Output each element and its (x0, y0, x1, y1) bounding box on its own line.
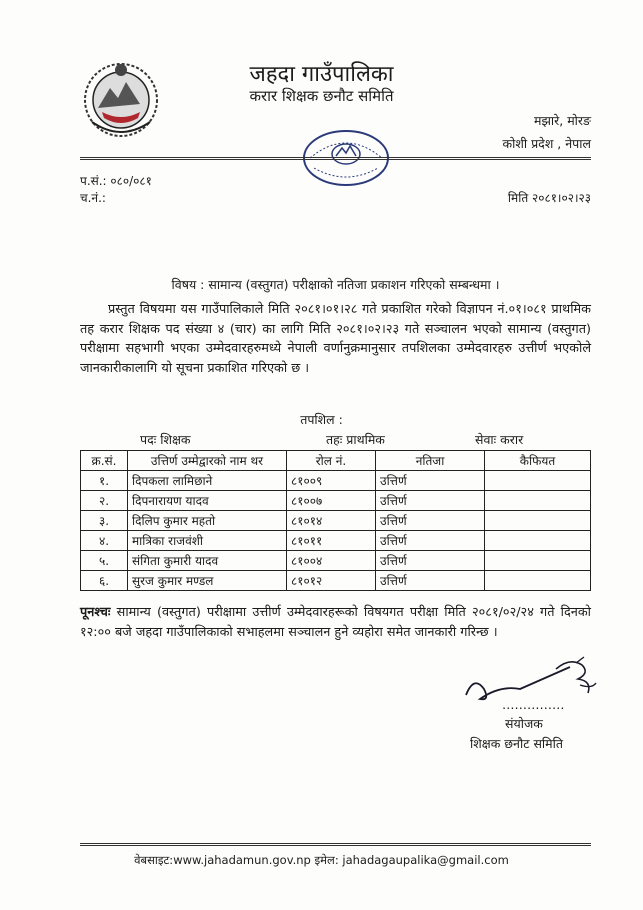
table-row (81, 491, 591, 511)
cell-sn: २. (81, 491, 128, 511)
dispatch-number: च.नं.: (80, 191, 106, 205)
col-header-remarks: कैफियत (485, 451, 591, 471)
committee-name: करार शिक्षक छनौट समिति (249, 87, 394, 105)
col-header-sn: क्र.सं. (81, 451, 128, 471)
cell-sn: ५. (81, 551, 128, 571)
cell-result: उत्तिर्ण (376, 471, 485, 491)
cell-name: दिपकला लामिछाने (128, 471, 287, 491)
cell-remarks (485, 491, 591, 511)
cell-result: उत्तिर्ण (376, 551, 485, 571)
body-paragraph: प्रस्तुत विषयमा यस गाउँपालिकाले मिति २०८१।०१।२८ गते प्रकाशित गरेको विज्ञापन नं.०१।०८१ प्राथमिक तह करार शिक्षक पद संख्या ४ (चार) का लागि मिति २०८१।०२।२३ गते सञ्चालन भएको सामान्य (वस्तुगत) परीक्षामा सहभागी भएका उम्मेदवारहरुमध्ये नेपाली वर्णानुक्रमानुसार तपशिलका उम्मेदवारहरु उत्तीर्ण भएकोले जानकारीकालागि यो सूचना प्रकाशित गरिएको छ । (80, 302, 591, 376)
col-header-result: नतिजा (376, 451, 485, 471)
cell-name: दिलिप कुमार महतो (128, 511, 287, 531)
letter-date: मिति २०८१।०२।२३ (507, 191, 591, 205)
level-label: तहः प्राथमिक (326, 432, 385, 447)
address-line-1: मझारे, मोरङ (533, 113, 591, 128)
email-label: इमेल: (314, 853, 339, 867)
cell-result: उत्तिर्ण (376, 571, 485, 591)
footer-divider (80, 843, 591, 846)
cell-roll: ८१००७ (287, 491, 376, 511)
subject-line: विषय : सामान्य (वस्तुगत) परीक्षाको नतिजा प्रकाशन गरिएको सम्बन्धमा । (171, 277, 500, 292)
header-divider (80, 157, 591, 160)
cell-roll: ८१०१२ (287, 571, 376, 591)
cell-sn: १. (81, 471, 128, 491)
cell-remarks (485, 511, 591, 531)
cell-result: उत्तिर्ण (376, 491, 485, 511)
details-heading: तपशिल : (300, 412, 343, 427)
website-label: वेबसाइट: (134, 853, 174, 867)
organization-name: जहदा गाउँपालिका (249, 62, 394, 87)
cell-name: संगिता कुमारी यादव (128, 551, 287, 571)
table-row (81, 551, 591, 571)
col-header-name: उत्तिर्ण उम्मेद्वारको नाम थर (128, 451, 287, 471)
postscript-label: पूनश्चः (80, 605, 111, 620)
cell-sn: ४. (81, 531, 128, 551)
cell-sn: ३. (81, 511, 128, 531)
postscript-text: सामान्य (वस्तुगत) परीक्षामा उत्तीर्ण उम्मेदवारहरूको विषयगत परीक्षा मिति २०८१/०२/२४ गते दिनको १२:०० बजे जहदा गाउँपालिकाको सभाहलमा सञ्चालन हुने व्यहोरा समेत जानकारी गरिन्छ । (80, 605, 591, 640)
cell-roll: ८१०१४ (287, 511, 376, 531)
cell-roll: ८१००९ (287, 471, 376, 491)
reference-number: प.सं.: ०८०/०८१ (80, 174, 152, 188)
footer-contact (0, 853, 643, 868)
col-header-roll: रोल नं. (287, 451, 376, 471)
website-link[interactable]: www.jahadamun.gov.np (173, 853, 311, 867)
cell-result: उत्तिर्ण (376, 511, 485, 531)
cell-remarks (485, 471, 591, 491)
table-row (81, 511, 591, 531)
table-row (81, 471, 591, 491)
address-line-2: कोशी प्रदेश , नेपाल (502, 136, 591, 151)
results-table (80, 450, 591, 591)
email-link[interactable]: jahadagaupalika@gmail.com (342, 853, 509, 867)
cell-remarks (485, 531, 591, 551)
cell-remarks (485, 571, 591, 591)
table-header-row (81, 451, 591, 471)
signatory-title: संयोजक (505, 716, 543, 731)
table-row (81, 531, 591, 551)
cell-remarks (485, 551, 591, 571)
post-label: पदः शिक्षक (140, 432, 191, 447)
service-label: सेवाः करार (475, 432, 524, 447)
signature-dots: …………… (502, 697, 565, 712)
cell-roll: ८१०११ (287, 531, 376, 551)
signatory-committee: शिक्षक छनौट समिति (470, 736, 564, 751)
table-row (81, 571, 591, 591)
cell-name: मात्रिका राजवंशी (128, 531, 287, 551)
cell-roll: ८१००४ (287, 551, 376, 571)
cell-sn: ६. (81, 571, 128, 591)
cell-result: उत्तिर्ण (376, 531, 485, 551)
cell-name: सुरज कुमार मण्डल (128, 571, 287, 591)
postscript-paragraph (80, 603, 591, 642)
cell-name: दिपनारायण यादव (128, 491, 287, 511)
